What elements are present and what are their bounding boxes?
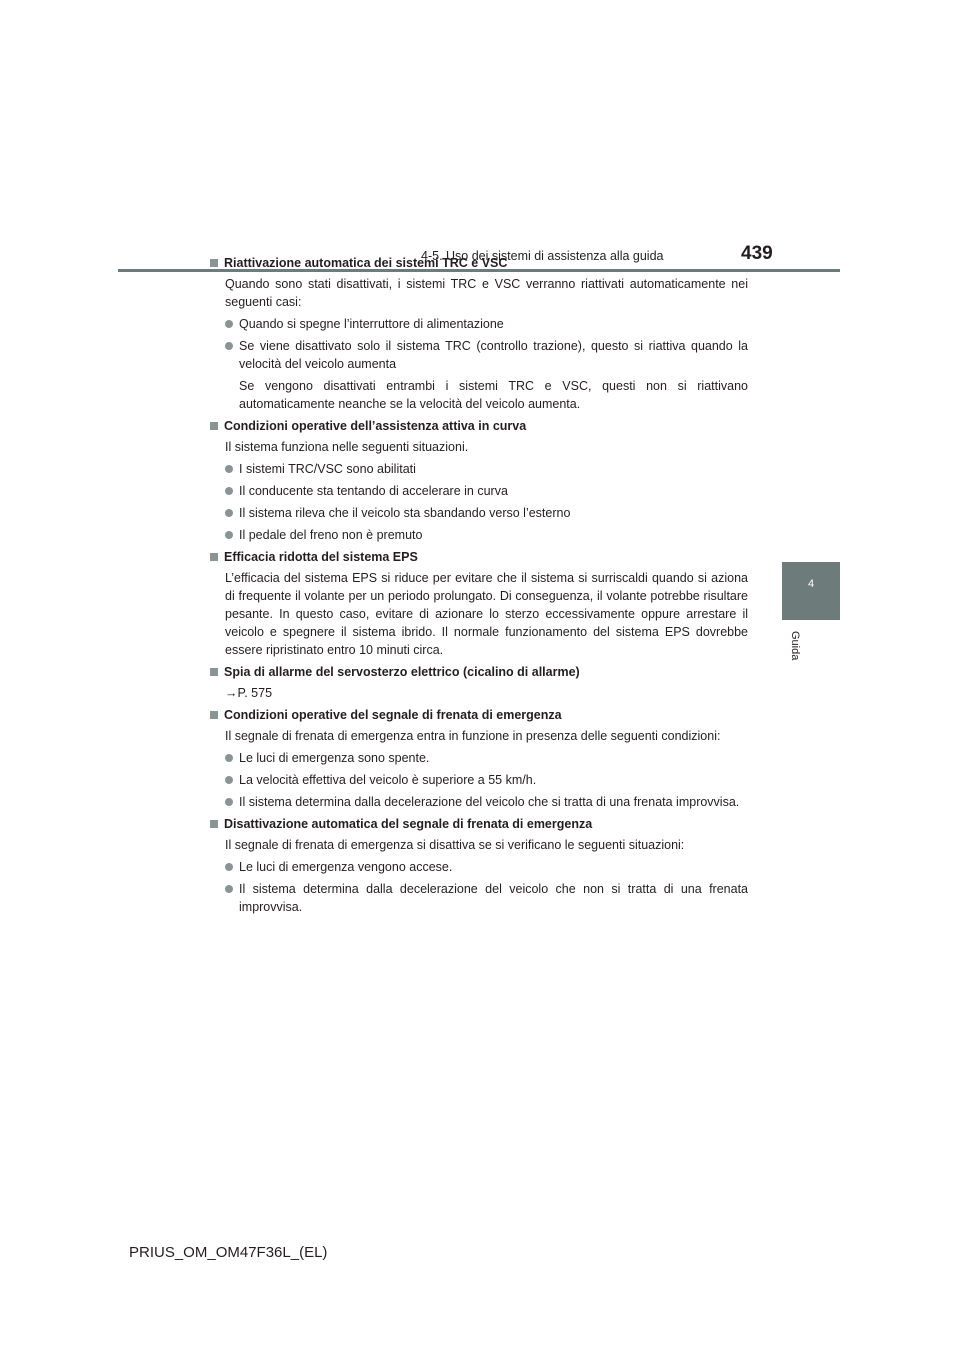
chapter-number: 4 [807,578,815,590]
square-bullet-icon [210,711,218,719]
bullet-item [210,858,748,876]
square-bullet-icon [210,820,218,828]
bullet-text: Quando si spegne l’interruttore di alimentazione [239,317,504,331]
page-number: 439 [741,243,773,264]
section-text: Quando sono stati disattivati, i sistemi TRC e VSC verranno riattivati automaticamente nei seguenti casi: [225,277,748,309]
square-bullet-icon [210,259,218,267]
bullet-text: Se viene disattivato solo il sistema TRC (controllo trazione), questo si riattiva quando la velocità del veicolo aumenta [239,339,748,371]
section-title: Spia di allarme del servosterzo elettrico (cicalino di allarme) [224,665,580,679]
section-text: Il segnale di frenata di emergenza entra in funzione in presenza delle seguenti condizioni: [225,729,721,743]
section-title: Riattivazione automatica dei sistemi TRC e VSC [224,256,508,270]
chapter-tab [782,562,840,620]
section-heading [210,663,748,681]
bullet-text: Il conducente sta tentando di accelerare in curva [239,484,508,498]
document-code: PRIUS_OM_OM47F36L_(EL) [129,1244,328,1261]
chapter-label: Guida [789,631,801,661]
section-text: Il sistema funziona nelle seguenti situazioni. [225,440,469,454]
bullet-text: Il sistema determina dalla decelerazione del veicolo che non si tratta di una frenata improvvisa. [239,882,748,914]
section-block [210,254,748,413]
round-bullet-icon [225,531,233,539]
section-heading [210,417,748,435]
page-reference: →P. 575 [225,686,273,700]
section-heading [210,706,748,724]
round-bullet-icon [225,465,233,473]
round-bullet-icon [225,754,233,762]
round-bullet-icon [225,509,233,517]
bullet-item [210,315,748,333]
bullet-text: Il pedale del freno non è premuto [239,528,423,542]
bullet-item [210,526,748,544]
main-content [210,254,748,920]
section-heading [210,815,748,833]
bullet-text: Il sistema determina dalla decelerazione del veicolo che si tratta di una frenata improvvisa. [239,795,740,809]
bullet-text: Le luci di emergenza sono spente. [239,751,430,765]
bullet-item [210,504,748,522]
round-bullet-icon [225,320,233,328]
bullet-subtext: Se vengono disattivati entrambi i sistemi TRC e VSC, questi non si riattivano automaticamente neanche se la velocità del veicolo aumenta. [239,379,748,411]
section-title: Condizioni operative dell’assistenza attiva in curva [224,419,527,433]
chapter-label-container [789,631,801,671]
bullet-text: Il sistema rileva che il veicolo sta sbandando verso l’esterno [239,506,571,520]
round-bullet-icon [225,863,233,871]
section-block [210,815,748,916]
bullet-item [210,337,748,373]
section-text: Il segnale di frenata di emergenza si disattiva se si verificano le seguenti situazioni: [225,838,685,852]
header-section-title: 4-5. Uso dei sistemi di assistenza alla guida [421,249,664,263]
square-bullet-icon [210,668,218,676]
bullet-text: I sistemi TRC/VSC sono abilitati [239,462,416,476]
round-bullet-icon [225,487,233,495]
section-block [210,663,748,702]
section-title: Efficacia ridotta del sistema EPS [224,550,418,564]
bullet-item [210,880,748,916]
bullet-item [210,771,748,789]
section-title: Disattivazione automatica del segnale di frenata di emergenza [224,817,593,831]
section-heading [210,254,748,272]
bullet-item [210,793,748,811]
bullet-text: La velocità effettiva del veicolo è superiore a 55 km/h. [239,773,537,787]
bullet-text: Le luci di emergenza vengono accese. [239,860,453,874]
round-bullet-icon [225,798,233,806]
section-block [210,548,748,659]
square-bullet-icon [210,422,218,430]
round-bullet-icon [225,342,233,350]
section-block [210,706,748,811]
section-title: Condizioni operative del segnale di frenata di emergenza [224,708,562,722]
section-text: L’efficacia del sistema EPS si riduce per evitare che il sistema si surriscaldi quando si aziona di frequente il volante per un periodo prolungato. Di conseguenza, il volante potrebbe risultare pesante. In questo caso, evitare di azionare lo sterzo eccessivamente oppure arrestare il veicolo e spegnere il sistema ibrido. Il normale funzionamento del sistema EPS dovrebbe essere ripristinato entro 10 minuti circa. [225,571,748,657]
section-block [210,417,748,544]
bullet-item [210,749,748,767]
round-bullet-icon [225,776,233,784]
bullet-item [210,460,748,478]
round-bullet-icon [225,885,233,893]
bullet-item [210,482,748,500]
section-heading [210,548,748,566]
square-bullet-icon [210,553,218,561]
